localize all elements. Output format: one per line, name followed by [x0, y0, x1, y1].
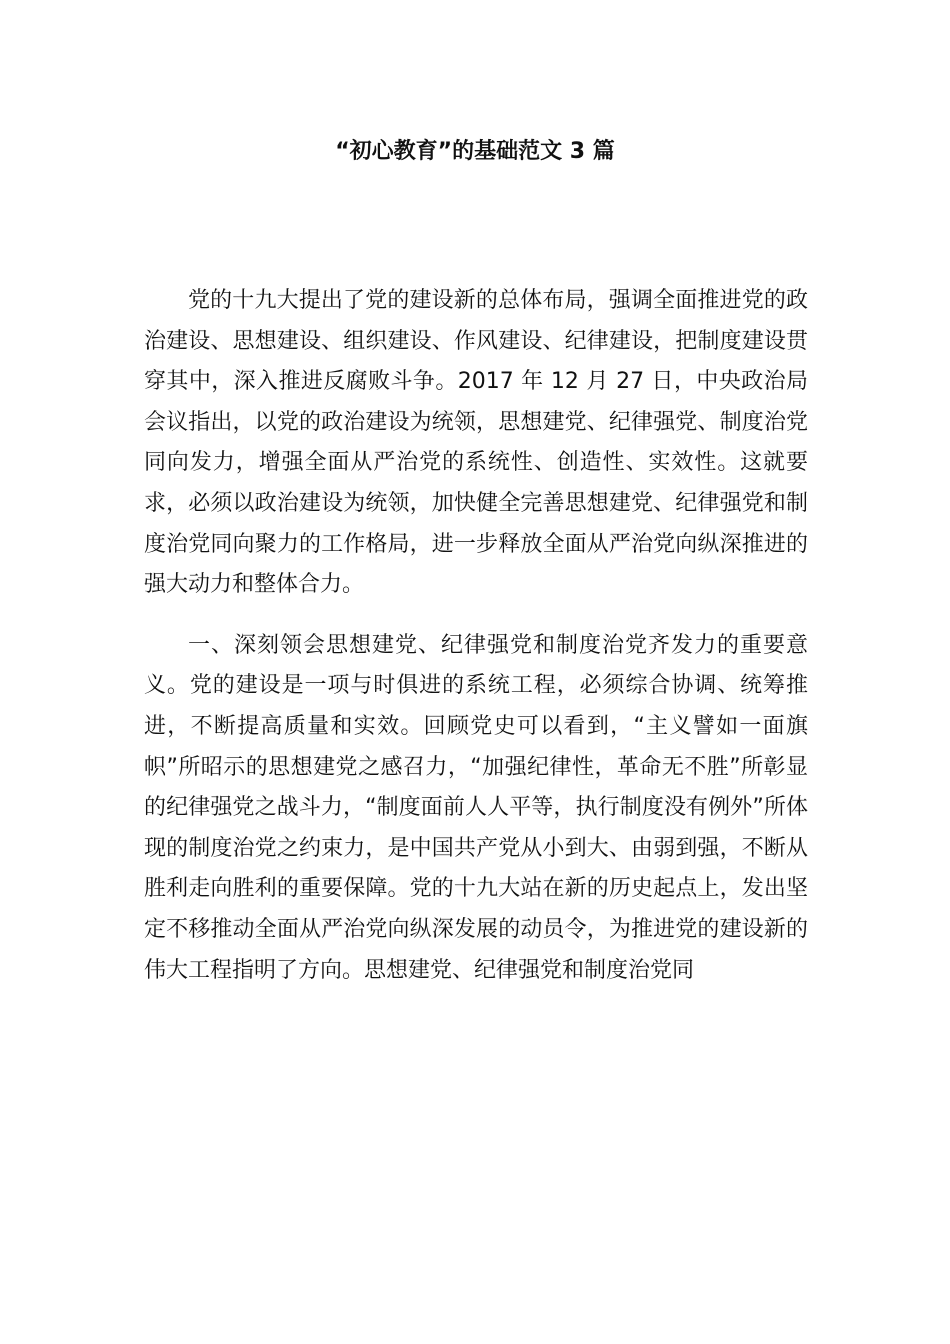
paragraph-intro: 党的十九大提出了党的建设新的总体布局，强调全面推进党的政治建设、思想建设、组织建设、作风建设、纪律建设，把制度建设贯穿其中，深入推进反腐败斗争。2017 年 12 月 27 日，中央政治局会议指出，以党的政治建设为统领，思想建党、纪律强党、制度治党同向发力，增强全面从严治党的系统性、创造性、实效性。这就要求，必须以政治建设为统领，加快健全完善思想建党、纪律强党和制度治党同向聚力的工作格局，进一步释放全面从严治党向纵深推进的强大动力和整体合力。 — [144, 288, 808, 598]
paragraph-section-one: 一、深刻领会思想建党、纪律强党和制度治党齐发力的重要意义。党的建设是一项与时俱进的系统工程，必须综合协调、统筹推进，不断提高质量和实效。回顾党史可以看到，“主义譬如一面旗帜”所昭示的思想建党之感召力，“加强纪律性，革命无不胜”所彰显的纪律强党之战斗力，“制度面前人人平等，执行制度没有例外”所体现的制度治党之约束力，是中国共产党从小到大、由弱到强，不断从胜利走向胜利的重要保障。党的十九大站在新的历史起点上，发出坚定不移推动全面从严治党向纵深发展的动员令，为推进党的建设新的伟大工程指明了方向。思想建党、纪律强党和制度治党同 — [144, 632, 808, 983]
document-title: “初心教育”的基础范文 3 篇 — [335, 139, 615, 164]
document-body — [144, 281, 808, 1011]
